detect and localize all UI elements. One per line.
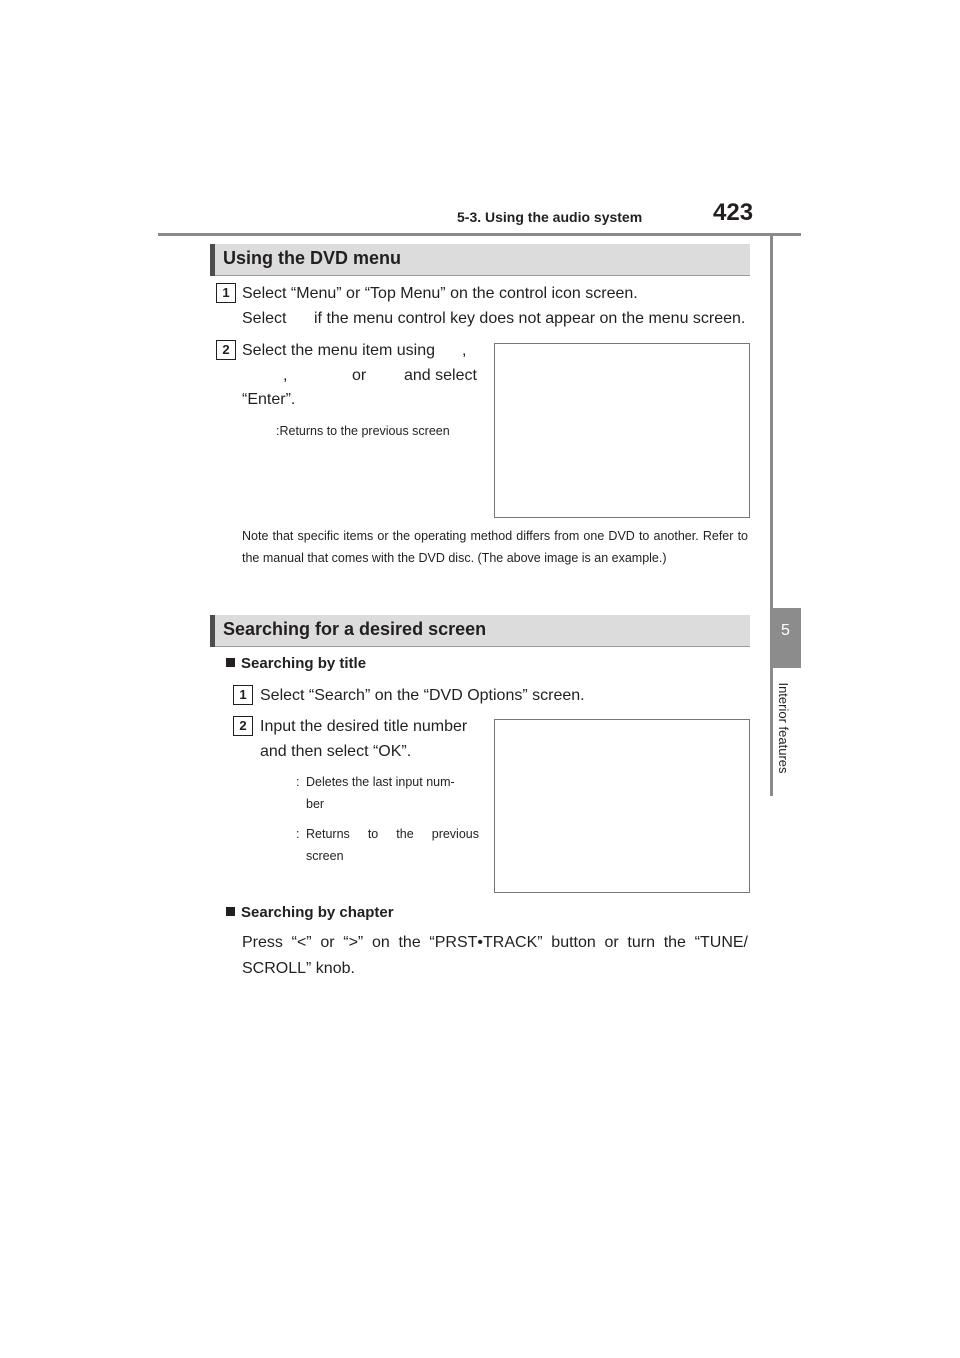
returns-description: :Returns to the previous screen (276, 424, 450, 438)
subheading-search-by-title (226, 655, 366, 672)
section-title: Using the DVD menu (223, 248, 402, 268)
step-1-select-word: Select (242, 310, 287, 327)
search-step-1-text: Select “Search” on the “DVD Options” screen. (260, 687, 585, 704)
page-number: 423 (713, 199, 754, 226)
delete-item-colon: : (296, 775, 300, 789)
section-heading-bar (210, 244, 215, 276)
search-step-2-text: Input the desired title number (260, 718, 468, 735)
note-text: Note that specific items or the operating method differs from one DVD to another. Refer to the manual that comes with the DVD disc. (The above image is an example.) (242, 529, 748, 565)
chapter-search-text: Press “<” or “>” on the “PRST•TRACK” button or turn the “TUNE/ (242, 934, 748, 951)
delete-item-description: Deletes the last input num- (306, 775, 455, 789)
subheading-search-by-chapter (226, 904, 394, 921)
subheading-label: Searching by chapter (241, 904, 394, 921)
running-header-section: 5-3. Using the audio system (457, 209, 643, 225)
square-bullet-icon (226, 658, 235, 667)
chapter-title: Interior features (776, 682, 791, 774)
subheading-label: Searching by title (241, 655, 367, 672)
delete-item-description-cont: ber (306, 797, 325, 811)
section-heading-dvd-menu (210, 244, 750, 276)
step-number-1: 1 (233, 685, 253, 705)
step-2-and-select: and select (404, 367, 477, 384)
step-2-enter: “Enter”. (242, 391, 296, 408)
step-2-or: or (352, 367, 367, 384)
step-2-comma: , (283, 367, 288, 384)
header-rule (158, 233, 801, 236)
chapter-number: 5 (781, 622, 790, 639)
step-number-2: 2 (233, 716, 253, 736)
return-item-description-cont: screen (306, 849, 344, 863)
section-heading-search-screen (210, 615, 750, 647)
return-item-colon: : (296, 827, 300, 841)
step-1-text-continued: if the menu control key does not appear on the menu screen. (314, 310, 746, 327)
chapter-search-text-continued: SCROLL” knob. (242, 960, 355, 977)
square-bullet-icon (226, 907, 235, 916)
step-1-text: Select “Menu” or “Top Menu” on the control icon screen. (242, 285, 638, 302)
step-2-text: Select the menu item using (242, 342, 435, 359)
step-2-comma: , (462, 342, 467, 359)
title-search-screen-image (494, 719, 750, 893)
section-heading-bar (210, 615, 215, 647)
dvd-menu-screen-image (494, 343, 750, 518)
return-item-description: Returns to the previous (306, 827, 479, 841)
search-step-2-text-continued: and then select “OK”. (260, 743, 412, 760)
step-number-1: 1 (216, 283, 236, 303)
step-number-2: 2 (216, 340, 236, 360)
section-title: Searching for a desired screen (223, 619, 487, 639)
